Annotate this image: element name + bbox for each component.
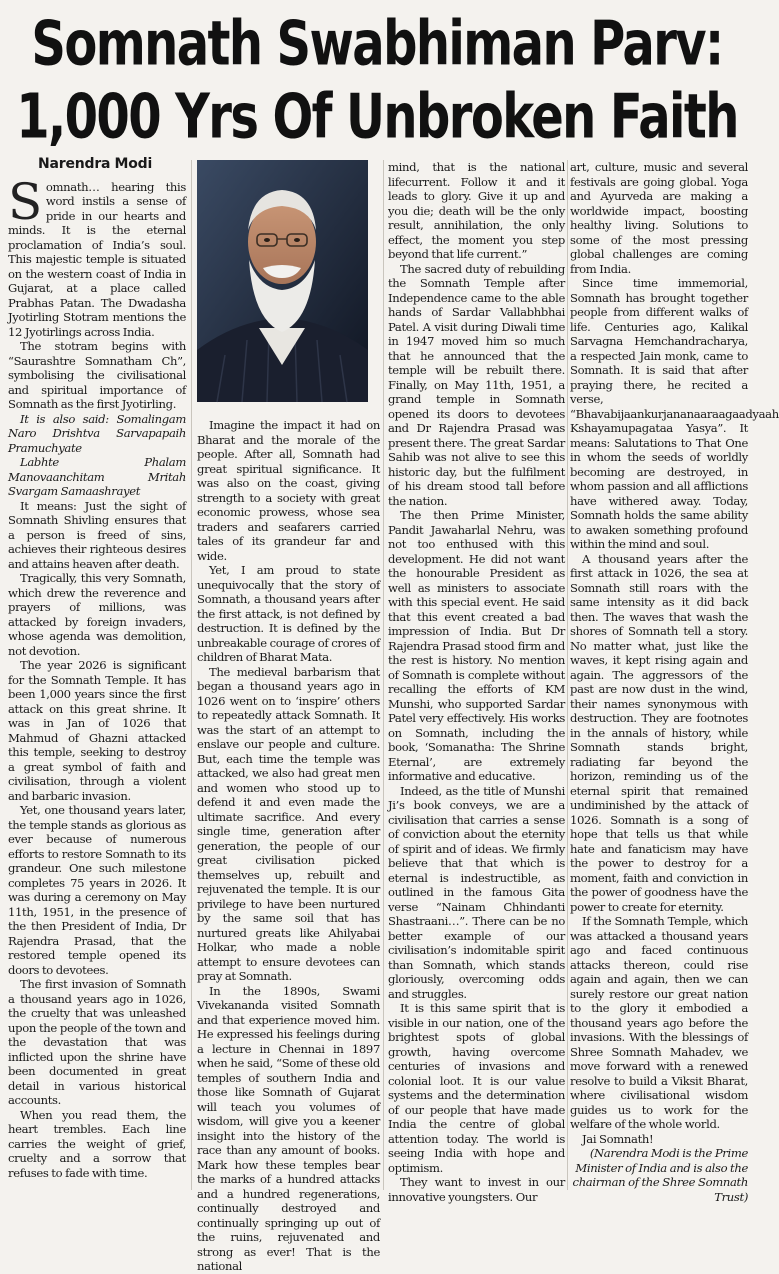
paragraph: Indeed, as the title of Munshi Ji’s book conveys, we are a civilisation that carries a sense of conviction about the eternity of spirit and of ideas. We firmly believe that that which is eternal is indestructible, as outlined in the famous Gita verse “Nainam Chhindanti Shastraani…”. There can be no better example of our civilisation’s indomitable spirit than Somnath, which stands gloriously, overcoming odds and struggles. [388,783,565,1001]
paragraph: They want to invest in our innovative youngsters. Our [388,1175,565,1204]
paragraph: The year 2026 is significant for the Somnath Temple. It has been 1,000 years since the first attack on this great shrine. It was in Jan of 1026 that Mahmud of Ghazni attacked this temple, seeking to destroy a great symbol of faith and civilisation, through a violent and barbaric invasion. [8,658,186,803]
drop-cap: S [8,172,42,231]
paragraph: Tragically, this very Somnath, which drew the reverence and prayers of millions, was attacked by foreign invaders, whose agenda was demolition, not devotion. [8,571,186,658]
article-column-1 [8,157,186,1192]
paragraph: When you read them, the heart trembles. Each line carries the weight of grief, cruelty and a sorrow that refuses to fade with time. [8,1107,186,1180]
paragraph: It is also said: Somalingam Naro Drishtva Sarvapapaih Pramuchyate [8,411,186,455]
column-rule [567,160,568,1190]
paragraph: It means: Just the sight of Somnath Shivling ensures that a person is freed of sins, achieves their righteous desires and attains heaven after death. [8,498,186,571]
paragraph: The sacred duty of rebuilding the Somnath Temple after Independence came to the able hands of Sardar Vallabhbhai Patel. A visit during Diwali time in 1947 moved him so much that he announced that the temple will be rebuilt there. Finally, on May 11th, 1951, a grand temple in Somnath opened its doors to devotees and Dr Rajendra Prasad was present there. The great Sardar Sahib was not alive to see this historic day, but the fulfilment of his dream stood tall before the nation. [388,261,565,508]
portrait-image [197,160,368,402]
paragraph: The first invasion of Somnath a thousand years ago in 1026, the cruelty that was unleashed upon the people of the town and the devastation that was inflicted upon the shrine have been documented in great detail in various historical accounts. [8,977,186,1107]
paragraph: If the Somnath Temple, which was attacked a thousand years ago and faced continuous attacks thereon, could rise again and again, then we can surely restore our great nation to the glory it embodied a thousand years ago before the invasions. With the blessings of Shree Somnath Mahadev, we move forward with a renewed resolve to build a Viksit Bharat, where civilisational wisdom guides us to work for the welfare of the whole world. [570,914,748,1131]
paragraph: The then Prime Minister, Pandit Jawaharlal Nehru, was not too enthused with this development. He did not want the honourable President as well as ministers to associate with this special event. He said that this event created a bad impression of India. But Dr Rajendra Prasad stood firm and the rest is history. No mention of Somnath is complete without recalling the efforts of KM Munshi, who supported Sardar Patel very effectively. His works on Somnath, including the book, ‘Somanatha: The Shrine Eternal’, are extremely informative and educative. [388,508,565,783]
paragraph: Jai Somnath! [582,1131,654,1146]
paragraph: In the 1890s, Swami Vivekananda visited Somnath and that experience moved him. He expressed his feelings during a lecture in Chennai in 1897 when he said, “Some of these old temples of southern India and those like Somnath of Gujarat will teach you volumes of wisdom, will give you a keener insight into the history of the race than any amount of books. Mark how these temples bear the marks of a hundred attacks and a hundred regenerations, continually destroyed and continually springing up out of the ruins, rejuvenated and strong as ever! That is the national [197,983,380,1273]
paragraph: Yet, I am proud to state unequivocally that the story of Somnath, a thousand years after the first attack, is not defined by destruction. It is defined by the unbreakable courage of crores of children of Bharat Mata. [197,563,380,664]
paragraph: Yet, one thousand years later, the temple stands as glorious as ever because of numerous efforts to restore Somnath to its grandeur. One such milestone completes 75 years in 2026. It was during a ceremony on May 11th, 1951, in the presence of the then President of India, Dr Rajendra Prasad, that the restored temple opened its doors to devotees. [8,803,186,977]
article-column-4 [570,160,779,1204]
paragraph: The stotram begins with “Saurashtre Somnatham Ch”, symbolising the civilisational and spiritual importance of Somnath as the first Jyotirling. [8,339,186,411]
headline [0,8,754,153]
column-rule [191,160,192,1190]
paragraph: art, culture, music and several festivals are going global. Yoga and Ayurveda are making a worldwide impact, boosting healthy living. Solutions to some of the most pressing global challenges are coming from India. [570,160,748,276]
author-photo [197,160,368,402]
paragraph: The medieval barbarism that began a thousand years ago in 1026 went on to ‘inspire’ others to repeatedly attack Somnath. It was the start of an attempt to enslave our people and culture. But, each time the temple was attacked, we also had great men and women who stood up to defend it and even made the ultimate sacrifice. And every single time, generation after generation, the people of our great civilisation picked themselves up, rebuilt and rejuvenated the temple. It is our privilege to have been nurtured by the same soil that has nurtured greats like Ahilyabai Holkar, who made a noble attempt to ensure devotees can pray at Somnath. [197,664,380,983]
paragraph: It is this same spirit that is visible in our nation, one of the brightest spots of global growth, having overcome centuries of invasions and colonial loot. It is our value systems and the determination of our people that have made India the centre of global attention today. The world is seeing India with hope and optimism. [388,1001,565,1175]
article-column-3 [388,160,565,1204]
author-note: (Narendra Modi is the Prime Minister of India and is also the chairman of the Shree Somnath Trust) [572,1146,748,1204]
paragraph: Imagine the impact it had on Bharat and the morale of the people. After all, Somnath had great spiritual significance. It was also on the coast, giving strength to a society with great economic prowess, whose sea traders and seafarers carried tales of its grandeur far and wide. [197,418,380,563]
paragraph: mind, that is the national lifecurrent. Follow it and it leads to glory. Give it up and you die; death will be the only result, annihilation, the only effect, the moment you step beyond that life current.” [388,160,565,261]
paragraph: Somnath… hearing this word instils a sense of pride in our hearts and minds. It is the eternal proclamation of India’s soul. This majestic temple is situated on the western coast of India in Gujarat, at a place called Prabhas Patan. The Dwadasha Jyotirling Stotram mentions the 12 Jyotirlings across India. [8,172,186,339]
headline-line-2: 1,000 Yrs Of Unbroken Faith [16,80,738,153]
paragraph: Since time immemorial, Somnath has brought together people from different walks of life. Centuries ago, Kalikal Sarvagna Hemchandracharya, a respected Jain monk, came to Somnath. It is said that after praying there, he recited a verse, “Bhavabijaankurjananaaraagaadyaah Kshayamupagataa Yasya”. It means: Salutations to That One in whom the seeds of worldly becoming are destroyed, in whom passion and all afflictions have withered away. Today, Somnath holds the same ability to awaken something profound within the mind and soul. [570,276,779,551]
paragraph: Labhte Phalam Manovaanchitam Mritah Svargam Samaashrayet [8,455,186,498]
paragraph: A thousand years after the first attack in 1026, the sea at Somnath still roars with the same intensity as it did back then. The waves that wash the shores of Somnath tell a story. No matter what, just like the waves, it kept rising again and again. The aggressors of the past are now dust in the wind, their names synonymous with destruction. They are footnotes in the annals of history, while Somnath stands bright, radiating far beyond the horizon, reminding us of the eternal spirit that remained undiminished by the attack of 1026. Somnath is a song of hope that tells us that while hate and fanaticism may have the power to destroy for a moment, faith and conviction in the power of goodness have the power to create for eternity. [570,551,748,914]
article-column-2 [197,418,380,1273]
byline: Narendra Modi [38,156,153,172]
headline-line-1: Somnath Swabhiman Parv: [31,8,723,80]
column-rule [383,160,384,1190]
